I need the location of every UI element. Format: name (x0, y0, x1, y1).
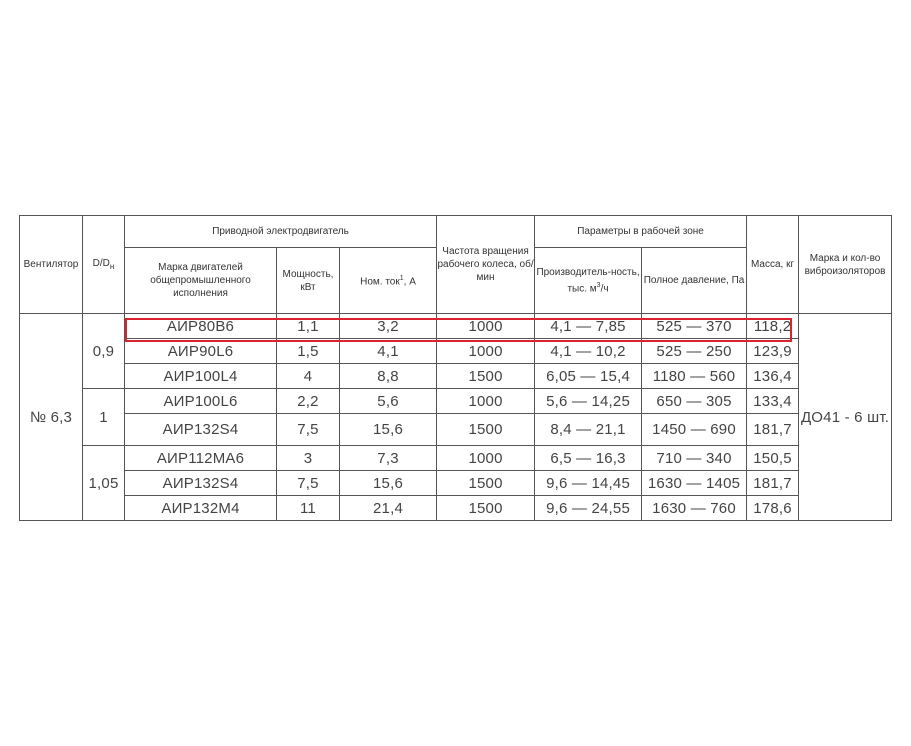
current-cell: 7,3 (340, 446, 437, 471)
table-row (20, 496, 892, 521)
current-cell: 21,4 (340, 496, 437, 521)
pressure-cell: 1630 — 760 (642, 496, 747, 521)
mass-cell: 118,2 (747, 314, 799, 339)
speed-cell: 1000 (437, 389, 535, 414)
model-cell: АИР80В6 (125, 314, 277, 339)
model-cell: АИР132S4 (125, 414, 277, 446)
mass-cell: 181,7 (747, 414, 799, 446)
header-capacity-sup: 3 (596, 281, 601, 289)
speed-cell: 1000 (437, 339, 535, 364)
pressure-cell: 1180 — 560 (642, 364, 747, 389)
mass-cell: 123,9 (747, 339, 799, 364)
fan-cell: № 6,3 (20, 314, 83, 521)
motor-spec-table (19, 215, 892, 521)
header-speed: Частота вращения рабочего колеса, об/мин (437, 216, 535, 314)
capacity-cell: 6,05 — 15,4 (535, 364, 642, 389)
pressure-cell: 1630 — 1405 (642, 471, 747, 496)
header-drive-group: Приводной электродвигатель (125, 216, 437, 248)
header-ratio-main: D/D (92, 257, 110, 269)
power-cell: 1,1 (277, 314, 340, 339)
header-drive-power: Мощность, кВт (277, 248, 340, 314)
pressure-cell: 710 — 340 (642, 446, 747, 471)
current-cell: 3,2 (340, 314, 437, 339)
model-cell: АИР132S4 (125, 471, 277, 496)
capacity-cell: 5,6 — 14,25 (535, 389, 642, 414)
ratio-cell: 1,05 (83, 446, 125, 521)
power-cell: 7,5 (277, 414, 340, 446)
capacity-cell: 9,6 — 14,45 (535, 471, 642, 496)
speed-cell: 1000 (437, 446, 535, 471)
header-pressure: Полное давление, Па (642, 248, 747, 314)
header-capacity-unit: /ч (600, 283, 609, 295)
speed-cell: 1000 (437, 314, 535, 339)
mass-cell: 181,7 (747, 471, 799, 496)
model-cell: АИР112МА6 (125, 446, 277, 471)
power-cell: 11 (277, 496, 340, 521)
speed-cell: 1500 (437, 496, 535, 521)
table-row (20, 471, 892, 496)
header-ratio-sub: н (109, 261, 115, 271)
pressure-cell: 525 — 250 (642, 339, 747, 364)
current-cell: 4,1 (340, 339, 437, 364)
header-isolators: Марка и кол-во виброизоляторов (799, 216, 892, 314)
power-cell: 1,5 (277, 339, 340, 364)
header-capacity-text: Производитель-ность, тыс. м (536, 266, 640, 295)
table-row (20, 364, 892, 389)
header-drive-current (340, 248, 437, 314)
capacity-cell: 4,1 — 10,2 (535, 339, 642, 364)
isolators-cell: ДО41 - 6 шт. (799, 314, 892, 521)
current-cell: 8,8 (340, 364, 437, 389)
model-cell: АИР132М4 (125, 496, 277, 521)
table-row (20, 339, 892, 364)
header-mass: Масса, кг (747, 216, 799, 314)
header-current-sup: 1 (399, 275, 404, 283)
pressure-cell: 650 — 305 (642, 389, 747, 414)
capacity-cell: 8,4 — 21,1 (535, 414, 642, 446)
header-current-unit: , А (403, 276, 416, 288)
model-cell: АИР100L4 (125, 364, 277, 389)
mass-cell: 150,5 (747, 446, 799, 471)
current-cell: 15,6 (340, 471, 437, 496)
mass-cell: 133,4 (747, 389, 799, 414)
header-current-text: Ном. ток (360, 276, 400, 288)
speed-cell: 1500 (437, 471, 535, 496)
mass-cell: 136,4 (747, 364, 799, 389)
ratio-cell: 0,9 (83, 314, 125, 389)
ratio-cell: 1 (83, 389, 125, 446)
power-cell: 2,2 (277, 389, 340, 414)
pressure-cell: 525 — 370 (642, 314, 747, 339)
table-row (20, 446, 892, 471)
header-work-group: Параметры в рабочей зоне (535, 216, 747, 248)
power-cell: 7,5 (277, 471, 340, 496)
power-cell: 4 (277, 364, 340, 389)
header-fan: Вентилятор (20, 216, 83, 314)
mass-cell: 178,6 (747, 496, 799, 521)
speed-cell: 1500 (437, 414, 535, 446)
header-capacity (535, 248, 642, 314)
model-cell: АИР100L6 (125, 389, 277, 414)
header-ratio (83, 216, 125, 314)
current-cell: 5,6 (340, 389, 437, 414)
model-cell: АИР90L6 (125, 339, 277, 364)
table-row (20, 414, 892, 446)
table-row (20, 314, 892, 339)
capacity-cell: 6,5 — 16,3 (535, 446, 642, 471)
header-drive-model: Марка двигателей общепромышленного исполнения (125, 248, 277, 314)
capacity-cell: 9,6 — 24,55 (535, 496, 642, 521)
capacity-cell: 4,1 — 7,85 (535, 314, 642, 339)
pressure-cell: 1450 — 690 (642, 414, 747, 446)
power-cell: 3 (277, 446, 340, 471)
speed-cell: 1500 (437, 364, 535, 389)
current-cell: 15,6 (340, 414, 437, 446)
table-row (20, 389, 892, 414)
